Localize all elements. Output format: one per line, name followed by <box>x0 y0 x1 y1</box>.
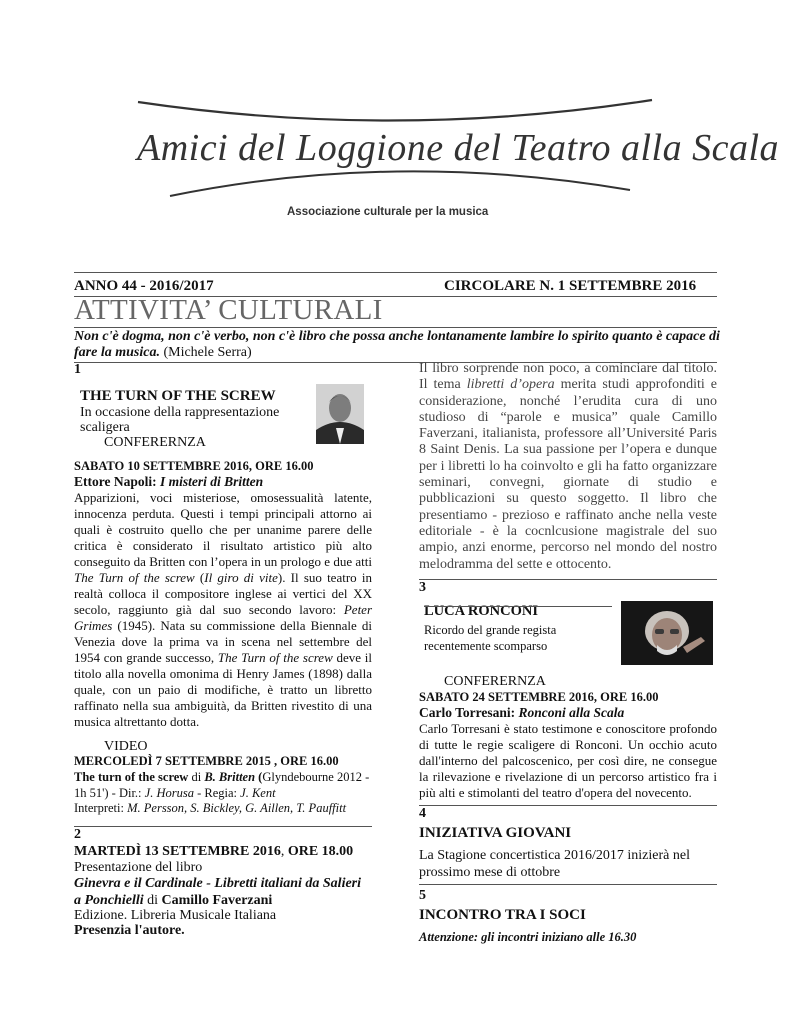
video-meta: Glyndebourne 2012 - 1h 51') - Dir.: <box>74 770 370 800</box>
subtitle-line: Ricordo del grande regista <box>424 623 557 637</box>
section-title: INIZIATIVA GIOVANI <box>419 825 572 841</box>
quote-author: (Michele Serra) <box>163 345 252 360</box>
emphasis: libretti d’opera <box>466 377 555 393</box>
section-note: Attenzione: gli incontri iniziano alle 16.30 <box>419 930 637 944</box>
subtitle-line: In occasione della rappresentazione <box>80 405 280 420</box>
text: - Regia: <box>197 786 238 800</box>
body-text: Apparizioni, voci misteriose, omosessualità latente, innocenza perduta. Questi i tempi principali attorno ai quali è costruito quello che per unanime parere delle critica è considerato il risultato artistico più alto conseguito da Britten con l’opera in un prologo e due atti <box>74 490 372 569</box>
section-title: THE TURN OF THE SCREW <box>80 388 276 404</box>
logo-subtitle: Associazione culturale per la musica <box>287 206 489 218</box>
subtitle-line: scaligera <box>80 420 130 435</box>
speaker-name: Carlo Torresani: <box>419 705 516 720</box>
event-date: SABATO 10 SETTEMBRE 2016, ORE 16.00 <box>74 459 314 473</box>
divider <box>74 327 717 328</box>
presence: Presenzia l'autore. <box>74 923 185 938</box>
book-intro: Presentazione del libro <box>74 860 203 875</box>
section-body <box>74 490 372 730</box>
video-cast <box>74 800 374 816</box>
video-title: The turn of the screw <box>74 770 189 784</box>
section-subtitle <box>80 405 308 435</box>
body-text: Il libro sorprende non poco, a cominciare dal titolo. Il tema <box>419 361 717 393</box>
divider <box>74 272 717 273</box>
event-speaker <box>74 474 263 490</box>
video-info <box>74 769 374 801</box>
opera-title: The Turn of the screw <box>217 650 333 665</box>
cast-list: M. Persson, S. Bickley, G. Aillen, T. Pauffitt <box>127 801 347 815</box>
regista: J. Kent <box>240 786 276 800</box>
text: di <box>147 893 159 908</box>
divider <box>419 884 717 885</box>
section-body: Carlo Torresani è stato testimone e conoscitore profondo di tutte le regie scaligere di Ronconi. Un occhio acuto dall'interno del palcoscenico, per così dire, ne consegue la rilevazione e rivelazione di un percorso artistico fra i più alti e stimolanti del teatro d'opera del novecento. <box>419 721 717 800</box>
paren: ( <box>199 570 205 585</box>
section-number: 3 <box>419 580 426 595</box>
composer: B. Britten <box>204 770 256 784</box>
text: , <box>280 844 285 859</box>
publisher: Edizione. Libreria Musicale Italiana <box>74 908 277 923</box>
year-label: ANNO 44 - 2016/2017 <box>74 278 214 294</box>
opera-title: The Turn of the screw <box>74 570 195 585</box>
portrait-icon <box>316 384 364 444</box>
body-text: merita studi approfonditi e considerazione, nonché l’erudita cura di uno studioso di “parole e musica” quale Camillo Faverzani, italianista, professore all’Université Paris 8 Saint Denis. La sua passione per l’opera e dunque per i libretti lo ha coinvolto e gli ha fatto organizzare seminari, convegni, giornate di studio e pubblicazioni su questo soggetto. Il libro che presentiamo - prezioso e raffinato anche nella veste editoriale - è la cocnlcusione magistrale del suo ampio, anzi enorme, percorso nel mondo del nostro melodramma del sette e ottocento. <box>419 377 717 572</box>
paren: ). <box>277 570 286 585</box>
quote <box>74 329 724 361</box>
opera-title-it: Il giro di vite <box>204 570 278 585</box>
event-date <box>74 843 353 860</box>
date-text: ORE 18.00 <box>287 844 354 859</box>
book-title <box>74 875 370 909</box>
body-text: (1945). Nata su commissione della Biennale di Venezia dove la prima va in scena nel settembre del 1954 con grande successo, <box>74 618 372 665</box>
section-number: 2 <box>74 827 81 842</box>
divider <box>74 826 372 827</box>
book-author: Camillo Faverzani <box>161 893 273 908</box>
portrait-icon <box>621 601 713 665</box>
speaker-name: Ettore Napoli: <box>74 474 157 489</box>
text: Interpreti: <box>74 801 124 815</box>
section-body: La Stagione concertistica 2016/2017 inizierà nel prossimo mese di ottobre <box>419 848 690 880</box>
event-type: CONFERERNZA <box>444 674 546 689</box>
director: J. Horusa <box>144 786 194 800</box>
talk-title: Ronconi alla Scala <box>518 705 625 720</box>
section-subtitle <box>424 622 556 654</box>
body-text: deve il titolo alla novella omonima di Henry James (1898) dalla quale, con un paio di modifiche, è tratto un libretto raffinato nella sua ambiguità, da Britten rivestito di una musica altrettanto dotta. <box>74 650 373 729</box>
subtitle-line: recentemente scomparso <box>424 639 548 653</box>
video-label: VIDEO <box>104 739 148 754</box>
section-number: 1 <box>74 362 81 377</box>
event-date: SABATO 24 SETTEMBRE 2016, ORE 16.00 <box>419 690 659 704</box>
text: di <box>191 770 202 784</box>
section-title: INCONTRO TRA I SOCI <box>419 907 586 923</box>
section-number: 5 <box>419 888 426 903</box>
divider <box>419 805 717 806</box>
logo-title: Amici del Loggione del Teatro alla Scala <box>137 127 780 169</box>
title-underline <box>424 606 612 607</box>
quote-text: Non c'è dogma, non c'è verbo, non c'è libro che possa anche lontanamente lambire lo spirito quanto è capace di fare la musica. <box>74 329 720 360</box>
section-title: LUCA RONCONI <box>424 603 538 619</box>
video-date: MERCOLEDÌ 7 SETTEMBRE 2015 , ORE 16.00 <box>74 754 339 768</box>
divider <box>419 579 717 580</box>
ronconi-photo <box>621 601 713 665</box>
body-text: Il suo teatro in realtà colloca il compositore inglese ai vertici del XX secolo, raggiunto già dal suo secondo lavoro: <box>74 570 372 617</box>
section-number: 4 <box>419 806 426 821</box>
event-type: CONFERERNZA <box>104 435 206 450</box>
page-title: ATTIVITA’ CULTURALI <box>74 294 383 326</box>
book-title-text: Ginevra e il Cardinale - Libretti italiani da Salieri a Ponchielli <box>74 876 362 908</box>
talk-title: I misteri di Britten <box>160 474 264 489</box>
event-speaker <box>419 705 624 721</box>
britten-photo <box>316 384 364 444</box>
date-text: MARTEDÌ 13 SETTEMBRE 2016 <box>74 844 281 859</box>
opera-title: Peter Grimes <box>74 602 373 633</box>
book-description <box>419 361 717 573</box>
circular-label: CIRCOLARE N. 1 SETTEMBRE 2016 <box>444 278 697 294</box>
paren: ( <box>258 770 263 784</box>
